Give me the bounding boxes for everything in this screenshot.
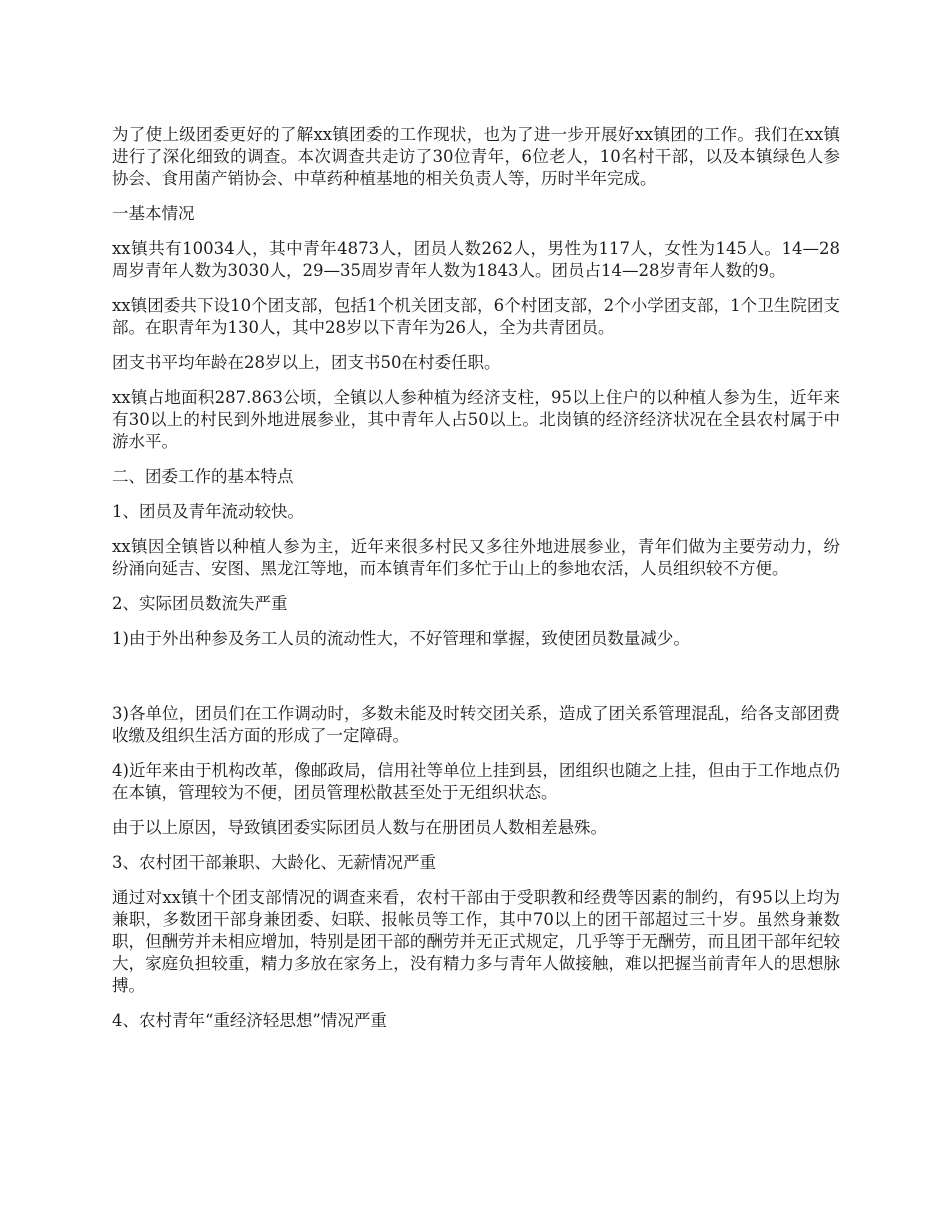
intro-paragraph: 为了使上级团委更好的了解xx镇团委的工作现状，也为了进一步开展好xx镇团的工作。我们在xx镇进行了深化细致的调查。本次调查共走访了30位青年，6位老人，10名村干部，以及本镇绿色人参协会、食用菌产销协会、中草药种植基地的相关负责人等，历时半年完成。 [112,125,840,188]
section-heading-basic-situation: 一基本情况 [112,204,195,223]
reason-3-paragraph: 3)各单位，团员们在工作调动时，多数未能及时转交团关系，造成了团关系管理混乱，给各支部团费收缴及组织生活方面的形成了一定障碍。 [112,704,840,745]
subheading-economy-over-ideology: 4、农村青年“重经济轻思想”情况严重 [112,1011,387,1030]
subheading-cadre-parttime: 3、农村团干部兼职、大龄化、无薪情况严重 [112,853,436,872]
subheading-member-loss: 2、实际团员数流失严重 [112,594,288,613]
section-heading-features: 二、团委工作的基本特点 [112,467,294,486]
conclusion-paragraph: 由于以上原因，导致镇团委实际团员人数与在册团员人数相差悬殊。 [112,818,607,837]
document-body [112,124,840,1045]
economy-paragraph: xx镇占地面积287.863公顷，全镇以人参种植为经济支柱，95以上住户的以种植人参为生，近年来有30以上的村民到外地进展参业，其中青年人占50以上。北岗镇的经济经济状况在全县农村属于中游水平。 [112,388,840,451]
cadre-paragraph: 通过对xx镇十个团支部情况的调查来看，农村干部由于受职教和经费等因素的制约，有95以上均为兼职，多数团干部身兼团委、妇联、报帐员等工作，其中70以上的团干部超过三十岁。虽然身兼数职，但酬劳并未相应增加，特别是团干部的酬劳并无正式规定，几乎等于无酬劳，而且团干部年纪较大，家庭负担较重，精力多放在家务上，没有精力多与青年人做接触，难以把握当前青年人的思想脉搏。 [112,888,840,995]
subheading-mobility: 1、团员及青年流动较快。 [112,502,304,521]
branch-secretary-paragraph: 团支书平均年龄在28岁以上，团支书50在村委任职。 [112,353,501,372]
blank-gap [112,663,840,703]
population-paragraph: xx镇共有10034人，其中青年4873人，团员人数262人，男性为117人，女性为145人。14—28周岁青年人数为3030人，29—35周岁青年人数为1843人。团员占14—28岁青年人数的9。 [112,239,840,280]
reason-1-paragraph: 1)由于外出种参及务工人员的流动性大，不好管理和掌握，致使团员数量减少。 [112,629,690,648]
branch-structure-paragraph: xx镇团委共下设10个团支部，包括1个机关团支部，6个村团支部，2个小学团支部，1个卫生院团支部。在职青年为130人，其中28岁以下青年为26人，全为共青团员。 [112,296,840,337]
mobility-paragraph: xx镇因全镇皆以种植人参为主，近年来很多村民又多往外地进展参业，青年们做为主要劳动力，纷纷涌向延吉、安图、黑龙江等地，而本镇青年们多忙于山上的参地农活，人员组织较不方便。 [112,537,840,578]
reason-4-paragraph: 4)近年来由于机构改革，像邮政局，信用社等单位上挂到县，团组织也随之上挂，但由于工作地点仍在本镇，管理较为不便，团员管理松散甚至处于无组织状态。 [112,761,840,802]
